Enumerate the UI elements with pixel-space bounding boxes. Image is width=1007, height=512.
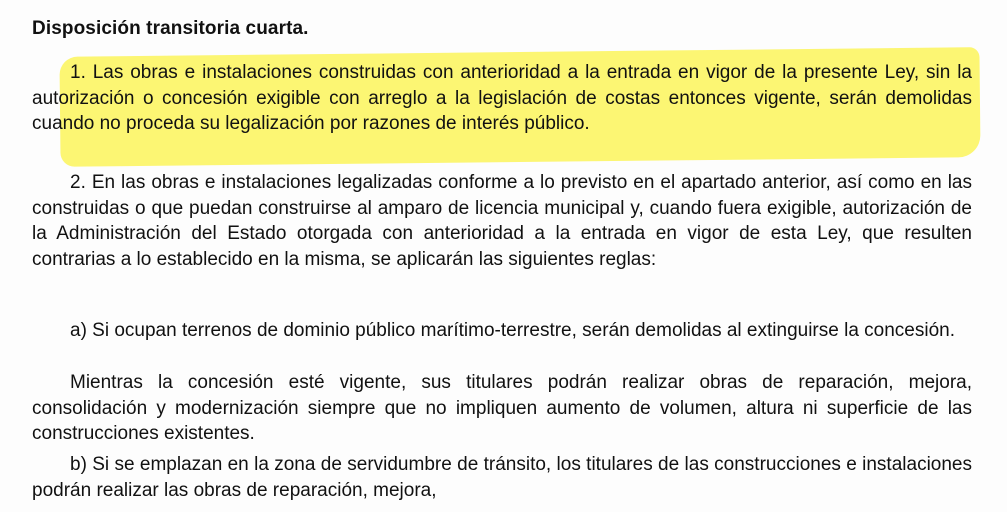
paragraph-rule-b: b) Si se emplazan en la zona de servidumbre de tránsito, los titulares de las construcciones e instalaciones podrán realizar las obras de reparación, mejora, (32, 454, 972, 501)
paragraph-2: 2. En las obras e instalaciones legalizadas conforme a lo previsto en el apartado anterior, así como en las construidas o que puedan construirse al amparo de licencia municipal y, cuando fuera exigible, autorización de la Administración del Estado otorgada con anterioridad a la entrada en vigor de esta Ley, que resulten contrarias a lo establecido en la misma, se aplicarán las siguientes reglas: (32, 172, 972, 270)
paragraph-1: 1. Las obras e instalaciones construidas con anterioridad a la entrada en vigor de la presente Ley, sin la autorización o concesión exigible con arreglo a la legislación de costas entonces vigente, serán demolidas cuando no proceda su legalización por razones de interés público. (32, 62, 972, 134)
paragraph-rule-a-continuation: Mientras la concesión esté vigente, sus titulares podrán realizar obras de reparación, mejora, consolidación y modernización siempre que no impliquen aumento de volumen, altura ni superficie de las construcciones existentes. (32, 372, 972, 444)
section-heading: Disposición transitoria cuarta. (32, 18, 309, 39)
paragraph-rule-a: a) Si ocupan terrenos de dominio público marítimo-terrestre, serán demolidas al extinguirse la concesión. (70, 320, 955, 341)
